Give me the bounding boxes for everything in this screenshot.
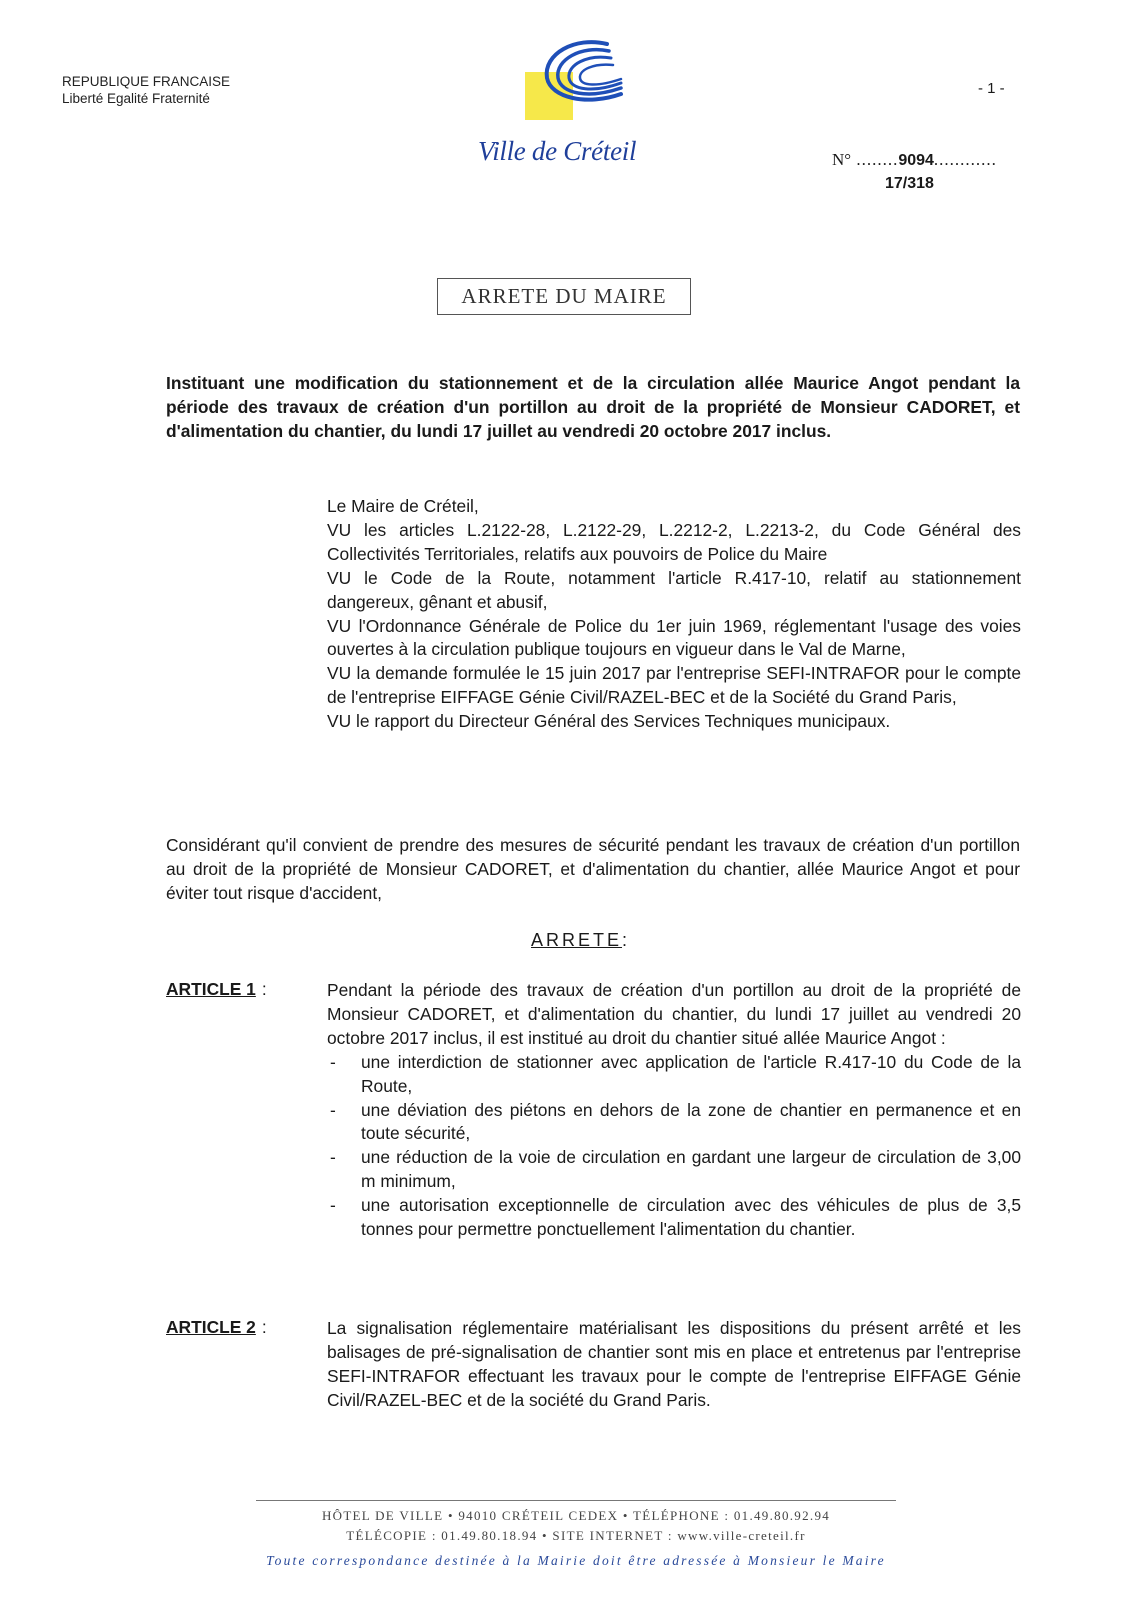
city-logo-icon (525, 36, 645, 126)
document-title: ARRETE DU MAIRE (437, 278, 691, 315)
visa-line: Le Maire de Créteil, (327, 496, 479, 516)
arrete-heading-text: ARRETE (531, 930, 623, 950)
number-prefix: N° (832, 150, 852, 169)
decree-reference: 17/318 (885, 175, 934, 192)
list-item: - une autorisation exceptionnelle de circulation avec des véhicules de plus de 3,5 tonnes pour permettre ponctuellement l'alimentation du chantier. (327, 1194, 1021, 1242)
decree-subject: Instituant une modification du stationnement et de la circulation allée Maurice Angot pendant la période des travaux de création d'un portillon au droit de la propriété de Monsieur CADORET, et d'alimentation du chantier, du lundi 17 juillet au vendredi 20 octobre 2017 inclus. (166, 373, 1020, 441)
visa-line: VU la demande formulée le 15 juin 2017 par l'entreprise SEFI-INTRAFOR pour le compte de l'entreprise EIFFAGE Génie Civil/RAZEL-BEC et de la Société du Grand Paris, (327, 663, 1021, 708)
visa-line: VU l'Ordonnance Générale de Police du 1er juin 1969, réglementant l'usage des voies ouvertes à la circulation publique toujours en vigueur dans le Val de Marne, (327, 615, 1021, 660)
article-1-intro: Pendant la période des travaux de création d'un portillon au droit de la propriété de Monsieur CADORET, et d'alimentation du chantier, du lundi 17 juillet au vendredi 20 octobre 2017 inclus, il est institué au droit du chantier situé allée Maurice Angot : (327, 980, 1021, 1048)
footer-notice: Toute correspondance destinée à la Mairie doit être adressée à Monsieur le Maire (266, 1553, 886, 1568)
considerant-paragraph: Considérant qu'il convient de prendre des mesures de sécurité pendant les travaux de création d'un portillon au droit de la propriété de Monsieur CADORET, et d'alimentation du chantier, allée Maurice Angot et pour éviter tout risque d'accident, (166, 835, 1020, 903)
article-2-label (166, 1317, 267, 1338)
article-2-body: La signalisation réglementaire matérialisant les dispositions du présent arrêté et les balisages de pré-signalisation de chantier sont mis en place et entretenus par l'entreprise SEFI-INTRAFOR effectuant les travaux pour le compte de l'entreprise EIFFAGE Génie Civil/RAZEL-BEC et de la société du Grand Paris. (327, 1318, 1021, 1410)
footer-divider (256, 1500, 896, 1501)
visa-line: VU le Code de la Route, notamment l'article R.417-10, relatif au stationnement dangereux, gênant et abusif, (327, 567, 1021, 612)
article-label-colon: : (261, 1317, 267, 1337)
republic-name: REPUBLIQUE FRANCAISE (62, 74, 231, 89)
visas-block (327, 495, 1021, 734)
list-item: - une interdiction de stationner avec application de l'article R.417-10 du Code de la Route, (327, 1051, 1021, 1099)
arrete-heading (531, 930, 630, 951)
number-value: 9094 (898, 152, 934, 169)
city-logo (525, 36, 645, 126)
arrete-heading-colon: : (622, 930, 631, 950)
footer-address: HÔTEL DE VILLE • 94010 CRÉTEIL CEDEX • TÉLÉPHONE : 01.49.80.92.94 (321, 1508, 831, 1523)
article-1-label (166, 979, 267, 1000)
visa-line: VU le rapport du Directeur Général des Services Techniques municipaux. (327, 711, 891, 732)
article-label-text: ARTICLE 1 (166, 979, 256, 999)
republic-block (62, 73, 230, 107)
decree-number (832, 150, 997, 170)
article-label-text: ARTICLE 2 (166, 1317, 256, 1337)
list-item: - une réduction de la voie de circulation en gardant une largeur de circulation de 3,00 m minimum, (327, 1146, 1021, 1194)
footer-contact: TÉLÉCOPIE : 01.49.80.18.94 • SITE INTERNET : www.ville-creteil.fr (346, 1528, 806, 1543)
page-number: - 1 - (978, 80, 1005, 97)
article-1-body (327, 979, 1021, 1242)
list-item: - une déviation des piétons en dehors de la zone de chantier en permanence et en toute sécurité, (327, 1099, 1021, 1147)
number-dots-after: ............ (933, 150, 997, 169)
visa-line: VU les articles L.2122-28, L.2122-29, L.2212-2, L.2213-2, du Code Général des Collectivités Territoriales, relatifs aux pouvoirs de Police du Maire (327, 519, 1021, 564)
city-name: Ville de Créteil (478, 136, 637, 166)
republic-motto: Liberté Egalité Fraternité (62, 91, 210, 106)
article-1-list (327, 1051, 1021, 1242)
number-dots-before: ........ (851, 150, 899, 169)
article-label-colon: : (261, 979, 267, 999)
